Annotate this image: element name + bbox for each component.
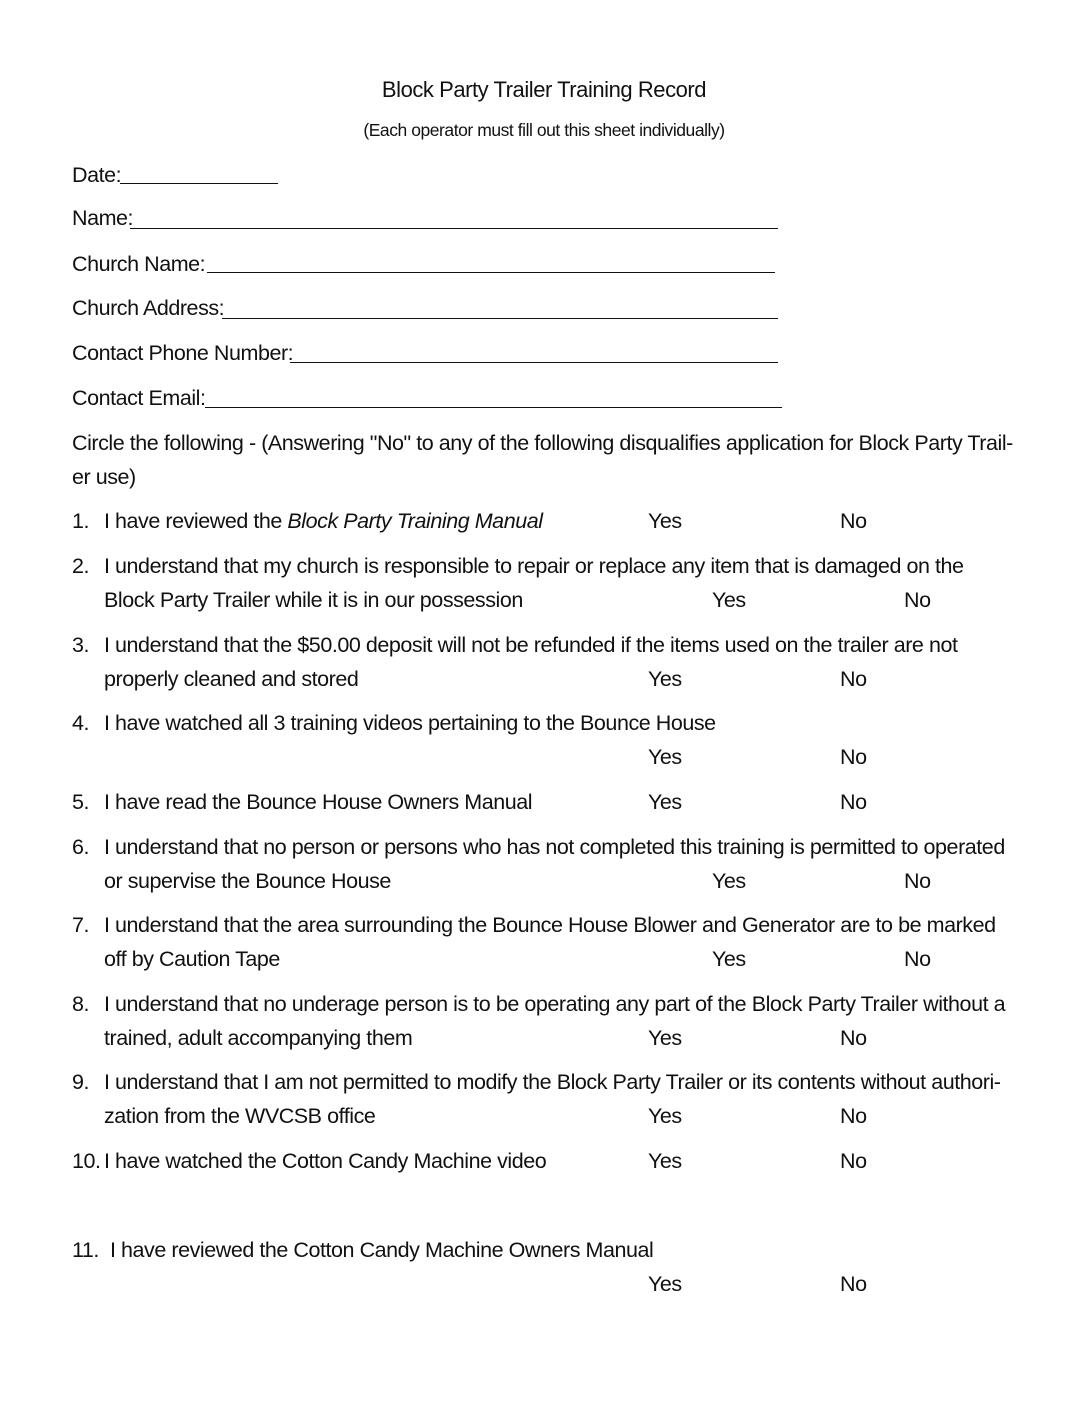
item-text-line-1: I have read the Bounce House Owners Manual: [104, 790, 533, 814]
contact-email-field[interactable]: [205, 407, 782, 408]
church-address-field[interactable]: [222, 318, 778, 319]
no-option[interactable]: No: [904, 588, 931, 612]
item-text-line-1: I understand that the $50.00 deposit will not be refunded if the items used on the trailer are not: [104, 633, 958, 657]
training-manual-title: Block Party Training Manual: [287, 509, 543, 533]
no-option[interactable]: No: [840, 667, 867, 691]
contact-phone-label: Contact Phone Number:: [72, 341, 294, 365]
yes-option[interactable]: Yes: [712, 869, 746, 893]
item-number: 2.: [72, 554, 90, 578]
item-text-line-2: zation from the WVCSB office: [104, 1104, 376, 1128]
yes-option[interactable]: Yes: [648, 790, 682, 814]
item-number: 11.: [72, 1238, 99, 1262]
item-text-line-1: I have watched all 3 training videos pertaining to the Bounce House: [104, 711, 716, 735]
item-text-line-1: I understand that no underage person is to be operating any part of the Block Party Trailer without a: [104, 992, 1006, 1016]
no-option[interactable]: No: [904, 869, 931, 893]
item-number: 5.: [72, 790, 90, 814]
yes-option[interactable]: Yes: [648, 1026, 682, 1050]
contact-phone-field[interactable]: [290, 362, 778, 363]
yes-option[interactable]: Yes: [648, 745, 682, 769]
item-number: 6.: [72, 835, 90, 859]
item-text-line-2: Block Party Trailer while it is in our possession: [104, 588, 523, 612]
yes-option[interactable]: Yes: [648, 667, 682, 691]
item-text-line-1: I understand that my church is responsible to repair or replace any item that is damaged on the: [104, 554, 964, 578]
date-field[interactable]: [120, 183, 278, 184]
item-number: 1.: [72, 509, 90, 533]
item-number: 8.: [72, 992, 90, 1016]
item-text-line-1: I understand that no person or persons who has not completed this training is permitted to operated: [104, 835, 1005, 859]
item-text-line-2: or supervise the Bounce House: [104, 869, 391, 893]
item-number: 3.: [72, 633, 90, 657]
item-text-line-2: off by Caution Tape: [104, 947, 280, 971]
yes-option[interactable]: Yes: [648, 509, 682, 533]
church-name-label: Church Name:: [72, 252, 206, 276]
contact-email-label: Contact Email:: [72, 386, 206, 410]
item-text-line-1: I have watched the Cotton Candy Machine video: [104, 1149, 547, 1173]
no-option[interactable]: No: [840, 1104, 867, 1128]
no-option[interactable]: No: [840, 1272, 867, 1296]
yes-option[interactable]: Yes: [712, 588, 746, 612]
document-title: Block Party Trailer Training Record: [381, 77, 707, 102]
church-name-field[interactable]: [207, 272, 775, 273]
item-number: 7.: [72, 913, 90, 937]
item-text-line-1: I have reviewed the Cotton Candy Machine Owners Manual: [110, 1238, 654, 1262]
no-option[interactable]: No: [840, 790, 867, 814]
item-number: 10.: [72, 1149, 101, 1173]
yes-option[interactable]: Yes: [648, 1104, 682, 1128]
no-option[interactable]: No: [840, 745, 867, 769]
item-text-line-2: properly cleaned and stored: [104, 667, 359, 691]
item-text: [104, 511, 543, 533]
item-number: 9.: [72, 1070, 90, 1094]
instructions-line-2: er use): [72, 465, 136, 489]
item-text-part: I have reviewed the: [104, 509, 288, 533]
item-text-line-1: I understand that I am not permitted to modify the Block Party Trailer or its contents without authori-: [104, 1070, 1001, 1094]
instructions-line-1: Circle the following - (Answering "No" to any of the following disqualifies application for Block Party Trail-: [72, 431, 1013, 455]
no-option[interactable]: No: [904, 947, 931, 971]
church-address-label: Church Address:: [72, 296, 225, 320]
name-label: Name:: [72, 206, 134, 230]
no-option[interactable]: No: [840, 509, 867, 533]
name-field[interactable]: [130, 228, 778, 229]
item-text-line-1: I understand that the area surrounding the Bounce House Blower and Generator are to be marked: [104, 913, 996, 937]
no-option[interactable]: No: [840, 1026, 867, 1050]
yes-option[interactable]: Yes: [648, 1272, 682, 1296]
no-option[interactable]: No: [840, 1149, 867, 1173]
yes-option[interactable]: Yes: [712, 947, 746, 971]
yes-option[interactable]: Yes: [648, 1149, 682, 1173]
item-number: 4.: [72, 711, 90, 735]
document-subtitle: (Each operator must fill out this sheet individually): [363, 120, 725, 140]
date-label: Date:: [72, 163, 122, 187]
item-text-line-2: trained, adult accompanying them: [104, 1026, 413, 1050]
